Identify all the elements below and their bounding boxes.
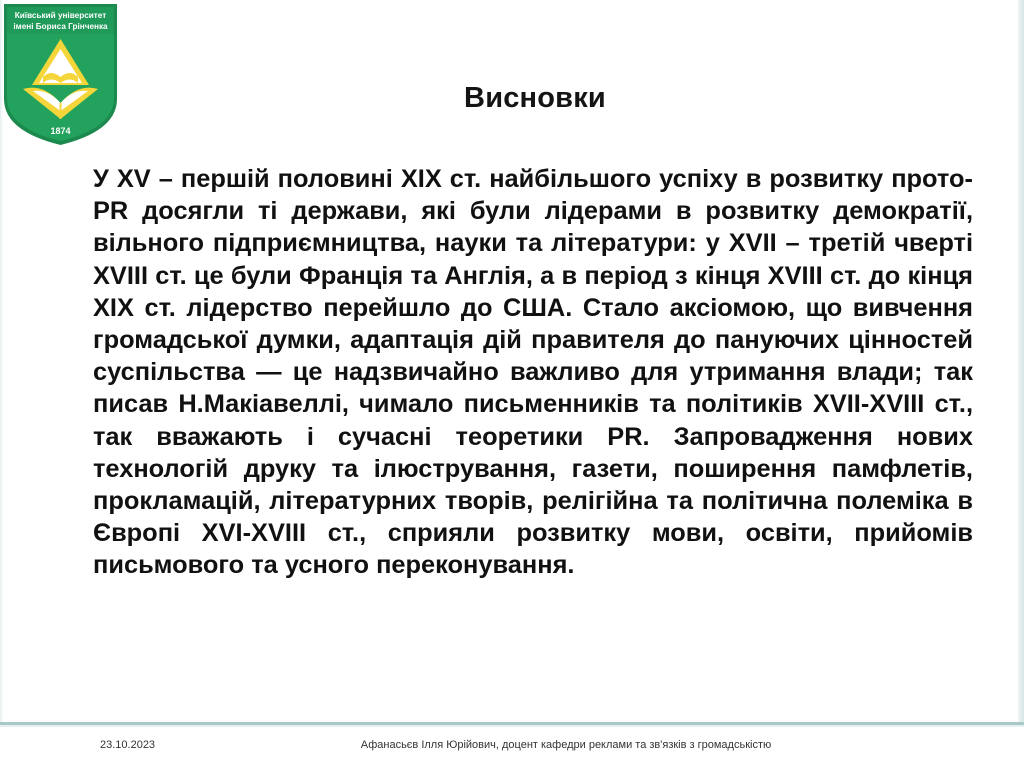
footer-divider-shadow: [0, 725, 1024, 727]
university-logo: [3, 3, 118, 146]
footer-date: 23.10.2023: [100, 739, 156, 751]
logo-text-line2: імені Бориса Грінченка: [13, 22, 108, 31]
slide-body-text: У XV – першій половині XIX ст. найбільшого успіху в розвитку прото-PR досягли ті держави, які були лідерами в розвитку демократії, вільного підприємництва, науки та літератури: у XVII – третій чверті XVIII ст. це були Франція та Англія, а в період з кінця XVIII ст. до кінця XIX ст. лідерство перейшло до США. Стало аксіомою, що вивчення громадської думки, адаптація дій правителя до пануючих цінностей суспільства — це надзвичайно важливо для утримання влади; так писав Н.Макіавеллі, чимало письменників та політиків XVII-XVIII ст., так вважають і сучасні теоретики PR. Запровадження нових технологій друку та ілюстрування, газети, поширення памфлетів, прокламацій, літературних творів, релігійна та політична полеміка в Європі XVI-XVIII ст., сприяли розвитку мови, освіти, прийомів письмового та усного переконування.: [93, 165, 973, 580]
logo-text-line1: Київський університет: [14, 11, 107, 20]
logo-year: 1874: [50, 126, 71, 136]
slide-title: Висновки: [464, 82, 606, 114]
footer-author: Афанасьєв Ілля Юрійович, доцент кафедри реклами та зв'язків з громадськістю: [360, 739, 772, 751]
